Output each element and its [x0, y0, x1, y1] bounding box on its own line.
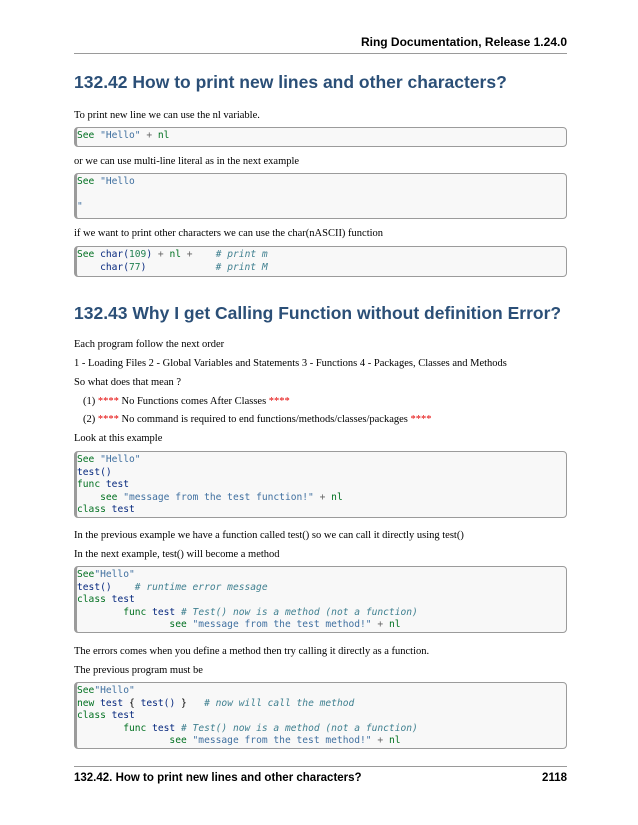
paragraph: 1 - Loading Files 2 - Global Variables and Statements 3 - Functions 4 - Packages, Classes and Methods: [74, 358, 507, 369]
running-footer: [74, 772, 567, 784]
code-block: [74, 682, 567, 749]
code-line: [77, 189, 566, 202]
list-item: (1) **** No Functions comes After Classes ****: [83, 396, 290, 407]
footer-section-title: 132.42. How to print new lines and other characters?: [74, 772, 362, 784]
code-line: func test # Test() now is a method (not a function): [123, 722, 418, 734]
code-line: See "Hello" + nl: [77, 130, 170, 141]
code-line: ": [77, 201, 83, 212]
paragraph: Look at this example: [74, 433, 163, 444]
code-line: class test: [77, 504, 135, 515]
footer-rule: [74, 766, 567, 767]
code-line: See "Hello": [77, 454, 141, 465]
code-line: char(77) # print M: [100, 261, 268, 273]
code-line: new test { test() } # now will call the method: [77, 697, 355, 709]
paragraph: In the previous example we have a function called test() so we can call it directly using test(): [74, 530, 464, 541]
code-line: test() # runtime error message: [77, 581, 268, 593]
paragraph: or we can use multi-line literal as in the next example: [74, 156, 300, 167]
code-block: [74, 173, 567, 219]
paragraph: Each program follow the next order: [74, 339, 225, 350]
code-line: See "Hello: [77, 176, 135, 187]
code-line: See char(109) + nl + # print m: [77, 249, 268, 260]
paragraph: if we want to print other characters we can use the char(nASCII) function: [74, 228, 384, 239]
code-line: see "message from the test method!" + nl: [169, 619, 401, 630]
code-line: see "message from the test function!" + nl: [100, 491, 343, 503]
code-line: See"Hello": [77, 569, 135, 580]
code-block: [74, 451, 567, 518]
paragraph: The previous program must be: [74, 665, 203, 676]
header-rule: [74, 53, 567, 54]
running-header: Ring Documentation, Release 1.24.0: [360, 35, 567, 49]
code-line: test(): [77, 466, 112, 478]
page-number: 2118: [542, 772, 567, 784]
paragraph: So what does that mean ?: [74, 377, 182, 388]
code-block: [74, 127, 567, 147]
code-line: See"Hello": [77, 685, 135, 696]
paragraph: In the next example, test() will become a method: [74, 549, 280, 560]
paragraph: To print new line we can use the nl variable.: [74, 110, 260, 121]
code-line: class test: [77, 594, 135, 605]
paragraph: The errors comes when you define a method then try calling it directly as a function.: [74, 646, 430, 657]
code-block: [74, 246, 567, 277]
list-item: (2) **** No command is required to end functions/methods/classes/packages ****: [83, 414, 432, 425]
code-line: see "message from the test method!" + nl: [169, 735, 401, 746]
code-line: func test: [77, 479, 129, 490]
section-heading-132-42: 132.42 How to print new lines and other characters?: [74, 72, 507, 92]
code-line: func test # Test() now is a method (not a function): [123, 606, 418, 618]
code-block: [74, 566, 567, 633]
section-heading-132-43: 132.43 Why I get Calling Function without definition Error?: [74, 303, 562, 323]
code-line: class test: [77, 710, 135, 721]
